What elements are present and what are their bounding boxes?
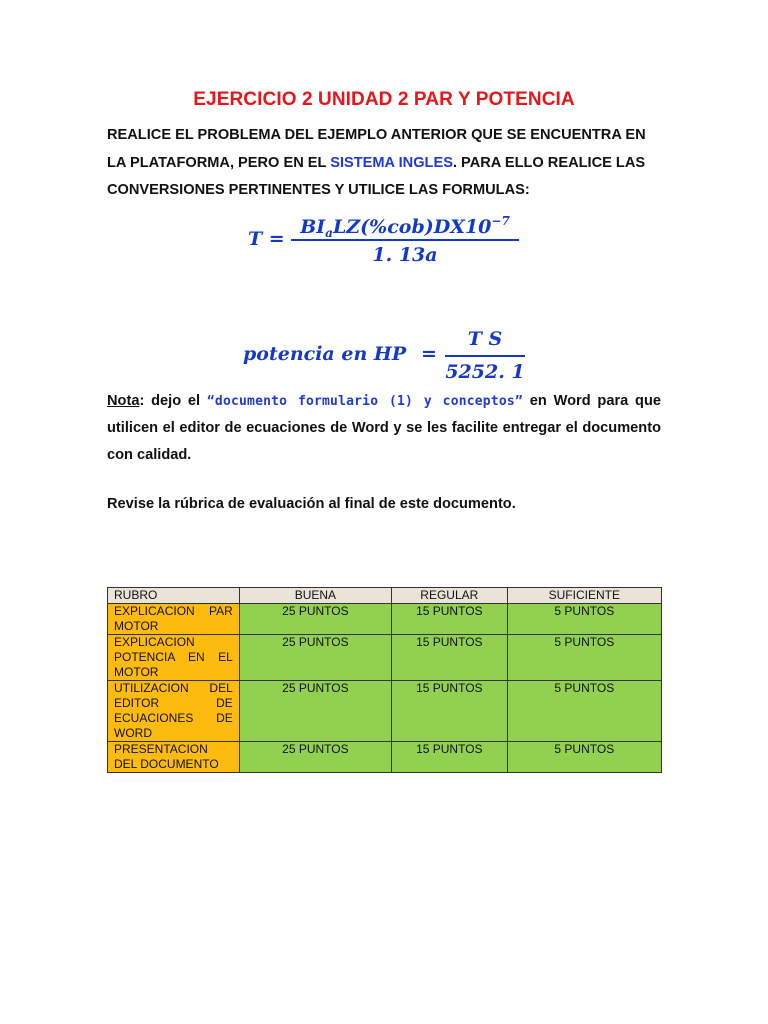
buena-cell: 25 PUNTOS: [239, 604, 391, 635]
note-text-2: en Word para que utilicen el editor de ecuaciones de Word y se les facilite entregar el documento con calidad.: [107, 393, 661, 463]
rubric-table: [107, 587, 662, 773]
intro-paragraph: [107, 122, 667, 205]
regular-cell: 15 PUNTOS: [392, 742, 508, 773]
buena-cell: 25 PUNTOS: [239, 742, 391, 773]
rubro-cell: UTILIZACION DEL EDITOR DE ECUACIONES DE WORD: [108, 681, 240, 742]
torque-num-sup: −7: [491, 214, 510, 228]
suficiente-cell: 5 PUNTOS: [507, 681, 661, 742]
torque-num-a: BI: [300, 216, 326, 238]
torque-num-b: LZ(%cob)DX10: [332, 216, 492, 238]
header-rubro: RUBRO: [108, 588, 240, 604]
rubro-cell: EXPLICACION POTENCIA EN EL MOTOR: [108, 635, 240, 681]
torque-formula-denominator: 1. 13a: [372, 243, 438, 266]
rubro-cell: EXPLICACION PAR MOTOR: [108, 604, 240, 635]
suficiente-cell: 5 PUNTOS: [507, 604, 661, 635]
header-suficiente: SUFICIENTE: [507, 588, 661, 604]
document-title: EJERCICIO 2 UNIDAD 2 PAR Y POTENCIA: [193, 89, 575, 110]
table-row: [108, 742, 662, 773]
torque-formula-fraction: [291, 206, 519, 271]
torque-formula-lhs: T =: [248, 228, 285, 250]
table-row: [108, 604, 662, 635]
note-paragraph: [107, 388, 661, 469]
rubric-header-row: [108, 588, 662, 604]
header-buena: BUENA: [239, 588, 391, 604]
buena-cell: 25 PUNTOS: [239, 635, 391, 681]
note-text-1: : dejo el: [139, 393, 207, 409]
torque-formula-numerator: [291, 206, 519, 240]
regular-cell: 15 PUNTOS: [392, 681, 508, 742]
torque-num-sub: a: [325, 226, 333, 240]
power-formula-lhs: potencia en HP: [243, 343, 407, 365]
review-instruction: Revise la rúbrica de evaluación al final de este documento.: [107, 496, 516, 512]
power-formula-equals: =: [421, 343, 437, 365]
table-row: [108, 681, 662, 742]
table-row: [108, 635, 662, 681]
buena-cell: 25 PUNTOS: [239, 681, 391, 742]
rubro-cell: PRESENTACION DEL DOCUMENTO: [108, 742, 240, 773]
power-formula-fraction: [445, 325, 525, 385]
regular-cell: 15 PUNTOS: [392, 635, 508, 681]
intro-highlight: SISTEMA INGLES: [330, 154, 453, 171]
intro-text-1: REALICE EL PROBLEMA DEL EJEMPLO ANTERIOR QUE SE ENCUENTRA EN LA PLATAFORMA, PERO EN EL: [107, 127, 646, 171]
regular-cell: 15 PUNTOS: [392, 604, 508, 635]
header-regular: REGULAR: [392, 588, 508, 604]
intro-text-2: . PARA ELLO REALICE LAS CONVERSIONES PERTINENTES Y UTILICE LAS FORMULAS:: [107, 154, 646, 198]
power-formula-denominator: 5252. 1: [445, 360, 525, 383]
suficiente-cell: 5 PUNTOS: [507, 742, 661, 773]
note-label: Nota: [107, 393, 140, 409]
note-quote: “documento formulario (1) y conceptos”: [206, 394, 523, 409]
power-formula-numerator: T S: [467, 328, 503, 350]
suficiente-cell: 5 PUNTOS: [507, 635, 661, 681]
